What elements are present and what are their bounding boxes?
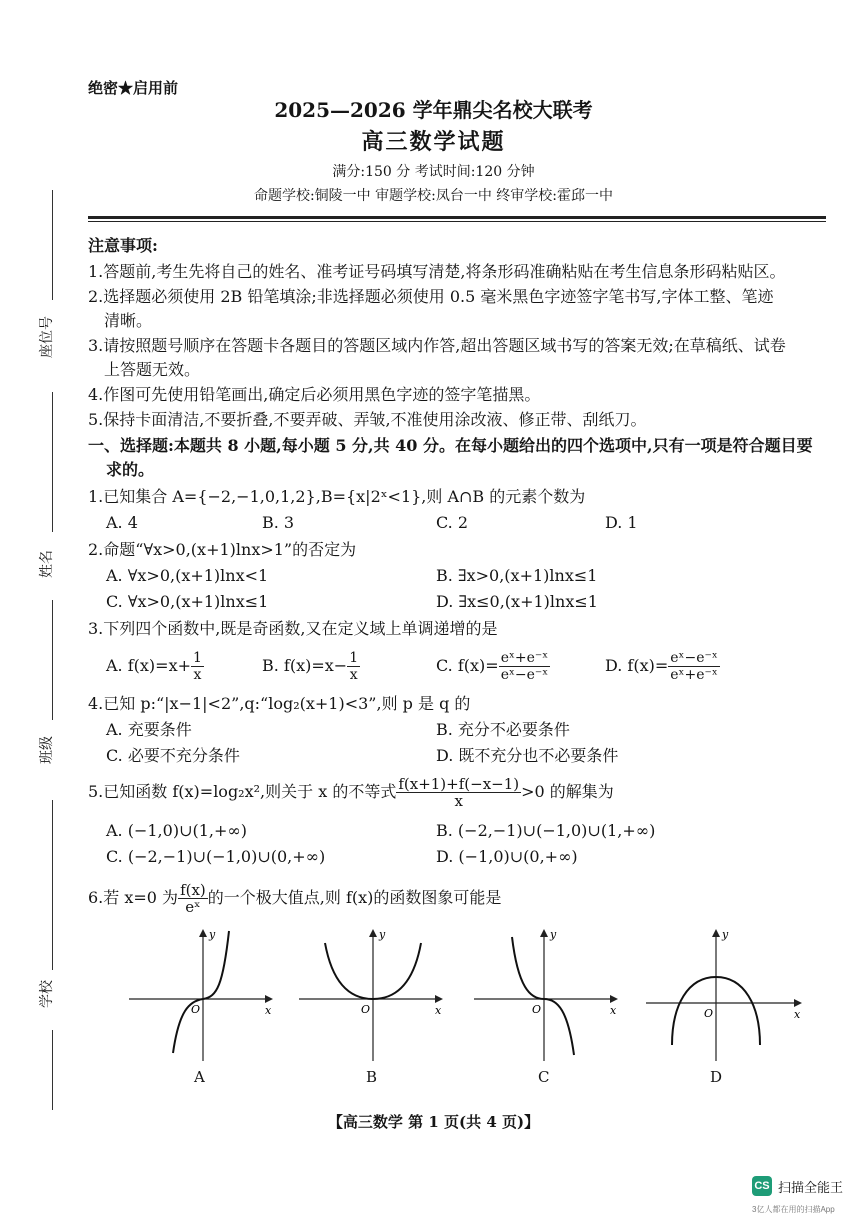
q4-option-b: B. 充分不必要条件: [436, 720, 570, 739]
section-heading-cont: 求的。: [106, 460, 155, 479]
q3-a-den: x: [193, 667, 202, 683]
q5-option-c: C. (−2,−1)∪(−1,0)∪(0,+∞): [106, 847, 326, 866]
q6-den: eˣ: [185, 898, 201, 916]
q1-option-b: B. 3: [262, 513, 295, 532]
graph-b-y-label: y: [379, 928, 386, 941]
q3-d-prefix: D. f(x)=: [605, 656, 669, 675]
graph-a: [125, 925, 275, 1065]
note-item: 4.作图可先使用铅笔画出,确定后必须用黑色字迹的签字笔描黑。: [88, 385, 541, 404]
q4-stem: 4.已知 p:“|x−1|<2”,q:“log₂(x+1)<3”,则 p 是 q 的: [88, 694, 471, 713]
q4-option-d: D. 既不充分也不必要条件: [436, 746, 619, 765]
q3-option-d: [605, 650, 720, 683]
q6-stem-suffix: 的一个极大值点,则 f(x)的函数图象可能是: [207, 888, 502, 907]
q5-num: f(x+1)+f(−x−1): [398, 775, 520, 793]
graph-a-y-label: y: [209, 928, 216, 941]
header-rule-thin: [88, 221, 826, 222]
schools-line: 命题学校:铜陵一中 审题学校:凤台一中 终审学校:霍邱一中: [253, 188, 614, 204]
q6-num: f(x): [180, 881, 206, 899]
side-line-1: [52, 190, 53, 300]
side-line-2: [52, 392, 53, 532]
brand-tagline: 3亿人都在用的扫描App: [752, 1205, 835, 1214]
q2-option-d: D. ∃x≤0,(x+1)lnx≤1: [436, 592, 598, 611]
q5-stem-suffix: >0 的解集为: [521, 782, 614, 801]
q3-option-b: [262, 650, 360, 683]
graph-c-y-label: y: [550, 928, 557, 941]
q3-c-prefix: C. f(x)=: [436, 656, 499, 675]
graph-b-origin: O: [361, 1003, 371, 1016]
q6-stem-prefix: 6.若 x=0 为: [88, 888, 179, 907]
q3-b-fraction: [347, 650, 360, 683]
graph-d-y-label: y: [722, 928, 729, 941]
q5-stem: [88, 774, 614, 810]
graph-a-origin: O: [191, 1003, 201, 1016]
q5-den: x: [454, 792, 463, 810]
page-footer: 【高三数学 第 1 页(共 4 页)】: [327, 1113, 540, 1131]
q3-option-a: [106, 650, 204, 683]
graph-d-origin: O: [704, 1007, 714, 1020]
q3-b-den: x: [349, 667, 358, 683]
side-label-class: 班级: [39, 736, 55, 764]
q3-c-den: eˣ−e⁻ˣ: [500, 667, 549, 683]
notes-heading: 注意事项:: [88, 236, 158, 255]
q3-option-c: [436, 650, 550, 683]
score-time: 满分:150 分 考试时间:120 分钟: [332, 164, 535, 180]
exam-title: 2025—2026 学年鼎尖名校大联考: [274, 98, 593, 122]
q3-d-fraction: [668, 650, 720, 683]
exam-subtitle: 高三数学试题: [361, 129, 506, 155]
q2-option-b: B. ∃x>0,(x+1)lnx≤1: [436, 566, 598, 585]
note-item: 5.保持卡面清洁,不要折叠,不要弄破、弄皱,不准使用涂改液、修正带、刮纸刀。: [88, 410, 647, 429]
q3-stem: 3.下列四个函数中,既是奇函数,又在定义域上单调递增的是: [88, 619, 498, 638]
graph-b: [295, 925, 445, 1065]
side-line-3: [52, 600, 53, 720]
q3-d-num: eˣ−e⁻ˣ: [670, 650, 718, 666]
graph-c-x-label: x: [610, 1004, 617, 1017]
note-item: 3.请按照题号顺序在答题卡各题目的答题区域内作答,超出答题区域书写的答案无效;在草稿纸、试卷: [88, 336, 786, 355]
q3-a-num: 1: [193, 650, 202, 666]
graph-b-x-label: x: [435, 1004, 442, 1017]
section-heading: 一、选择题:本题共 8 小题,每小题 5 分,共 40 分。在每小题给出的四个选项中,只有一项是符合题目要: [88, 436, 813, 455]
q1-option-c: C. 2: [436, 513, 469, 532]
q1-option-a: A. 4: [106, 513, 138, 532]
graph-d-label: D: [710, 1068, 723, 1086]
q1-stem: 1.已知集合 A={−2,−1,0,1,2},B={x|2ˣ<1},则 A∩B 的元素个数为: [88, 487, 586, 506]
side-line-4: [52, 800, 53, 970]
camscanner-logo-icon: CS: [752, 1176, 772, 1196]
graph-c-label: C: [538, 1068, 550, 1086]
q4-option-c: C. 必要不充分条件: [106, 746, 240, 765]
q6-fraction: [178, 882, 208, 915]
q5-option-b: B. (−2,−1)∪(−1,0)∪(1,+∞): [436, 821, 656, 840]
brand-name: 扫描全能王: [778, 1180, 844, 1195]
q4-option-a: A. 充要条件: [106, 720, 192, 739]
graph-a-x-label: x: [265, 1004, 272, 1017]
q2-option-a: A. ∀x>0,(x+1)lnx<1: [106, 566, 269, 585]
q5-stem-prefix: 5.已知函数 f(x)=log₂x²,则关于 x 的不等式: [88, 782, 397, 801]
side-label-seat: 座位号: [39, 316, 55, 358]
q3-a-prefix: A. f(x)=x+: [106, 656, 191, 675]
q6-stem: [88, 880, 501, 916]
graph-d-x-label: x: [794, 1008, 801, 1021]
q3-c-num: eˣ+e⁻ˣ: [500, 650, 549, 666]
q5-option-a: A. (−1,0)∪(1,+∞): [106, 821, 247, 840]
note-item: 清晰。: [104, 311, 153, 330]
side-line-5: [52, 1030, 53, 1110]
q3-b-prefix: B. f(x)=x−: [262, 656, 348, 675]
note-item: 2.选择题必须使用 2B 铅笔填涂;非选择题必须使用 0.5 毫米黑色字迹签字笔书写,字体工整、笔迹: [88, 287, 774, 306]
confidential-note: 绝密★启用前: [88, 79, 179, 97]
q5-fraction: [396, 776, 521, 809]
q3-a-fraction: [191, 650, 204, 683]
side-label-name: 姓名: [39, 550, 55, 578]
q2-option-c: C. ∀x>0,(x+1)lnx≤1: [106, 592, 269, 611]
q5-option-d: D. (−1,0)∪(0,+∞): [436, 847, 578, 866]
graph-d: [642, 925, 807, 1065]
graph-a-label: A: [194, 1068, 205, 1086]
note-item: 1.答题前,考生先将自己的姓名、准考证号码填写清楚,将条形码准确粘贴在考生信息条形码粘贴区。: [88, 262, 786, 281]
q3-b-num: 1: [349, 650, 359, 666]
note-item: 上答题无效。: [104, 360, 201, 379]
q1-option-d: D. 1: [605, 513, 638, 532]
graph-c-origin: O: [532, 1003, 542, 1016]
q3-c-fraction: [499, 650, 551, 683]
graph-c: [470, 925, 620, 1065]
header-rule-thick: [88, 216, 826, 219]
q2-stem: 2.命题“∀x>0,(x+1)lnx>1”的否定为: [88, 540, 357, 559]
side-label-school: 学校: [39, 980, 55, 1008]
q3-d-den: eˣ+e⁻ˣ: [670, 667, 718, 683]
graph-b-label: B: [366, 1068, 378, 1086]
